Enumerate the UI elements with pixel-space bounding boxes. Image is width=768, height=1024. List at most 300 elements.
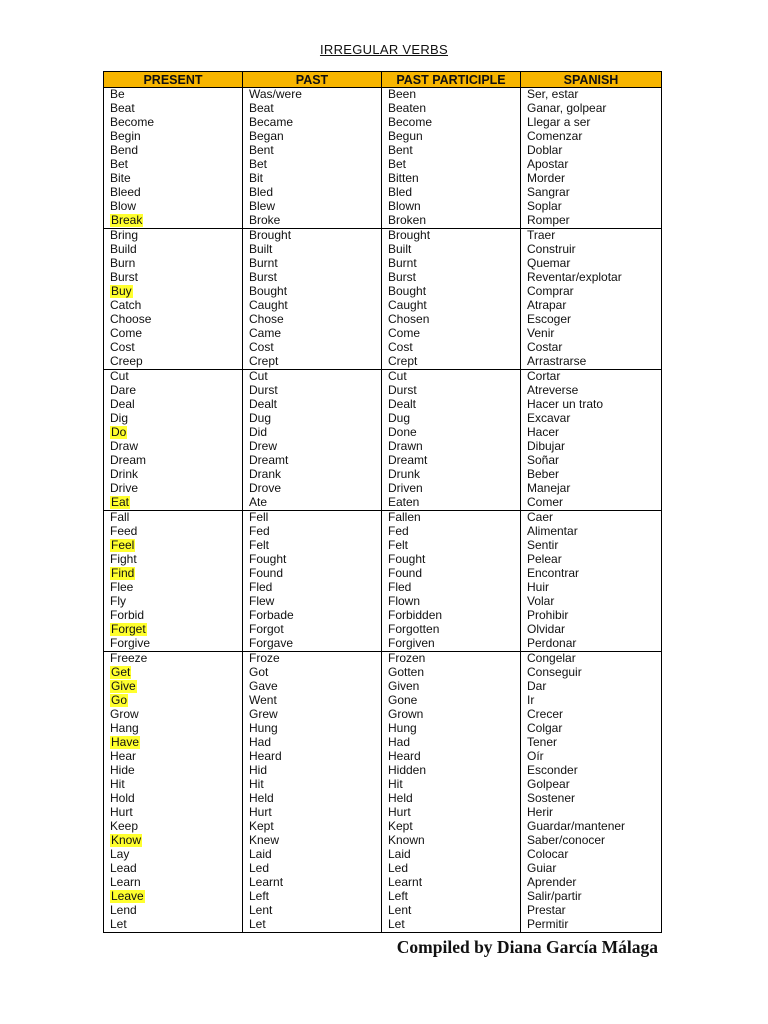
past-participle-cell: Dreamt xyxy=(382,454,521,468)
past-cell: Had xyxy=(243,736,382,750)
spanish-cell: Ganar, golpear xyxy=(521,102,662,116)
present-cell: Be xyxy=(104,88,243,103)
present-cell xyxy=(104,567,243,581)
past-participle-cell: Bet xyxy=(382,158,521,172)
present-cell: Bleed xyxy=(104,186,243,200)
past-cell: Let xyxy=(243,918,382,933)
table-row xyxy=(104,890,662,904)
past-cell: Hurt xyxy=(243,806,382,820)
present-cell xyxy=(104,666,243,680)
spanish-cell: Huir xyxy=(521,581,662,595)
present-cell xyxy=(104,623,243,637)
past-cell: Cost xyxy=(243,341,382,355)
past-participle-cell: Blown xyxy=(382,200,521,214)
present-cell: Bet xyxy=(104,158,243,172)
highlighted-verb: Know xyxy=(111,834,142,848)
present-cell: Hear xyxy=(104,750,243,764)
past-cell: Crept xyxy=(243,355,382,370)
past-participle-cell: Fed xyxy=(382,525,521,539)
past-participle-cell: Beaten xyxy=(382,102,521,116)
present-cell xyxy=(104,834,243,848)
past-participle-cell: Become xyxy=(382,116,521,130)
present-cell: Lend xyxy=(104,904,243,918)
spanish-cell: Olvidar xyxy=(521,623,662,637)
past-participle-cell: Come xyxy=(382,327,521,341)
spanish-cell: Pelear xyxy=(521,553,662,567)
past-participle-cell: Fled xyxy=(382,581,521,595)
past-participle-cell: Cost xyxy=(382,341,521,355)
present-cell: Keep xyxy=(104,820,243,834)
table-row xyxy=(104,384,662,398)
spanish-cell: Guardar/mantener xyxy=(521,820,662,834)
past-cell: Was/were xyxy=(243,88,382,103)
spanish-cell: Doblar xyxy=(521,144,662,158)
past-participle-cell: Caught xyxy=(382,299,521,313)
spanish-cell: Esconder xyxy=(521,764,662,778)
present-cell xyxy=(104,539,243,553)
table-row xyxy=(104,553,662,567)
table-row xyxy=(104,595,662,609)
table-row xyxy=(104,525,662,539)
spanish-cell: Encontrar xyxy=(521,567,662,581)
table-row xyxy=(104,341,662,355)
table-row xyxy=(104,904,662,918)
spanish-cell: Venir xyxy=(521,327,662,341)
past-cell: Got xyxy=(243,666,382,680)
present-cell: Flee xyxy=(104,581,243,595)
past-participle-cell: Hidden xyxy=(382,764,521,778)
present-cell: Fight xyxy=(104,553,243,567)
spanish-cell: Permitir xyxy=(521,918,662,933)
table-row xyxy=(104,609,662,623)
spanish-cell: Sentir xyxy=(521,539,662,553)
past-cell: Forgot xyxy=(243,623,382,637)
past-cell: Learnt xyxy=(243,876,382,890)
past-participle-cell: Brought xyxy=(382,229,521,244)
past-cell: Fled xyxy=(243,581,382,595)
present-cell: Come xyxy=(104,327,243,341)
present-cell: Bend xyxy=(104,144,243,158)
highlighted-verb: Eat xyxy=(111,496,130,510)
table-row xyxy=(104,412,662,426)
table-row xyxy=(104,862,662,876)
past-cell: Burst xyxy=(243,271,382,285)
present-cell: Freeze xyxy=(104,652,243,667)
present-cell: Burn xyxy=(104,257,243,271)
past-participle-cell: Learnt xyxy=(382,876,521,890)
past-cell: Gave xyxy=(243,680,382,694)
present-cell: Become xyxy=(104,116,243,130)
present-cell: Deal xyxy=(104,398,243,412)
past-cell: Froze xyxy=(243,652,382,667)
spanish-cell: Arrastrarse xyxy=(521,355,662,370)
highlighted-verb: Have xyxy=(111,736,140,750)
table-row xyxy=(104,918,662,933)
past-participle-cell: Durst xyxy=(382,384,521,398)
table-row xyxy=(104,243,662,257)
past-cell: Forbade xyxy=(243,609,382,623)
table-row xyxy=(104,398,662,412)
past-participle-cell: Hurt xyxy=(382,806,521,820)
present-cell: Hit xyxy=(104,778,243,792)
table-row xyxy=(104,454,662,468)
present-cell xyxy=(104,680,243,694)
past-participle-cell: Grown xyxy=(382,708,521,722)
table-row xyxy=(104,736,662,750)
table-row xyxy=(104,623,662,637)
past-participle-cell: Dug xyxy=(382,412,521,426)
past-participle-cell: Laid xyxy=(382,848,521,862)
table-row xyxy=(104,214,662,229)
spanish-cell: Guiar xyxy=(521,862,662,876)
spanish-cell: Congelar xyxy=(521,652,662,667)
present-cell: Learn xyxy=(104,876,243,890)
past-cell: Heard xyxy=(243,750,382,764)
present-cell: Choose xyxy=(104,313,243,327)
spanish-cell: Costar xyxy=(521,341,662,355)
spanish-cell: Conseguir xyxy=(521,666,662,680)
past-cell: Drove xyxy=(243,482,382,496)
present-cell: Hang xyxy=(104,722,243,736)
table-row xyxy=(104,778,662,792)
past-cell: Caught xyxy=(243,299,382,313)
spanish-cell: Excavar xyxy=(521,412,662,426)
table-row xyxy=(104,792,662,806)
present-cell: Cost xyxy=(104,341,243,355)
past-cell: Built xyxy=(243,243,382,257)
past-participle-cell: Burnt xyxy=(382,257,521,271)
past-participle-cell: Gotten xyxy=(382,666,521,680)
spanish-cell: Quemar xyxy=(521,257,662,271)
table-row xyxy=(104,722,662,736)
table-row xyxy=(104,750,662,764)
past-cell: Ate xyxy=(243,496,382,511)
past-participle-cell: Kept xyxy=(382,820,521,834)
present-cell xyxy=(104,214,243,229)
table-row xyxy=(104,567,662,581)
spanish-cell: Salir/partir xyxy=(521,890,662,904)
past-participle-cell: Forbidden xyxy=(382,609,521,623)
table-row xyxy=(104,229,662,244)
highlighted-verb: Leave xyxy=(111,890,144,904)
spanish-cell: Herir xyxy=(521,806,662,820)
past-participle-cell: Hung xyxy=(382,722,521,736)
past-participle-cell: Broken xyxy=(382,214,521,229)
spanish-cell: Atrapar xyxy=(521,299,662,313)
spanish-cell: Ser, estar xyxy=(521,88,662,103)
table-body xyxy=(104,88,662,933)
past-cell: Broke xyxy=(243,214,382,229)
table-row xyxy=(104,708,662,722)
spanish-cell: Cortar xyxy=(521,370,662,385)
past-participle-cell: Crept xyxy=(382,355,521,370)
document-title: IRREGULAR VERBS xyxy=(319,42,449,57)
spanish-cell: Dibujar xyxy=(521,440,662,454)
table-row xyxy=(104,666,662,680)
table-row xyxy=(104,848,662,862)
past-participle-cell: Dealt xyxy=(382,398,521,412)
past-participle-cell: Driven xyxy=(382,482,521,496)
spanish-cell: Atreverse xyxy=(521,384,662,398)
past-cell: Chose xyxy=(243,313,382,327)
table-row xyxy=(104,820,662,834)
spanish-cell: Sangrar xyxy=(521,186,662,200)
past-cell: Beat xyxy=(243,102,382,116)
header-spanish: SPANISH xyxy=(521,72,662,88)
present-cell: Dare xyxy=(104,384,243,398)
spanish-cell: Perdonar xyxy=(521,637,662,652)
past-cell: Led xyxy=(243,862,382,876)
spanish-cell: Caer xyxy=(521,511,662,526)
past-participle-cell: Forgiven xyxy=(382,637,521,652)
table-row xyxy=(104,144,662,158)
past-cell: Became xyxy=(243,116,382,130)
past-cell: Dealt xyxy=(243,398,382,412)
past-cell: Went xyxy=(243,694,382,708)
past-cell: Fed xyxy=(243,525,382,539)
table-row xyxy=(104,186,662,200)
past-cell: Dug xyxy=(243,412,382,426)
past-cell: Lent xyxy=(243,904,382,918)
past-participle-cell: Bent xyxy=(382,144,521,158)
spanish-cell: Golpear xyxy=(521,778,662,792)
present-cell: Blow xyxy=(104,200,243,214)
present-cell: Hold xyxy=(104,792,243,806)
table-row xyxy=(104,426,662,440)
table-row xyxy=(104,876,662,890)
past-cell: Bet xyxy=(243,158,382,172)
past-cell: Hid xyxy=(243,764,382,778)
spanish-cell: Reventar/explotar xyxy=(521,271,662,285)
spanish-cell: Colocar xyxy=(521,848,662,862)
table-row xyxy=(104,652,662,667)
present-cell xyxy=(104,890,243,904)
present-cell: Lead xyxy=(104,862,243,876)
past-participle-cell: Bitten xyxy=(382,172,521,186)
past-participle-cell: Drunk xyxy=(382,468,521,482)
table-row xyxy=(104,116,662,130)
past-cell: Hit xyxy=(243,778,382,792)
present-cell xyxy=(104,736,243,750)
spanish-cell: Morder xyxy=(521,172,662,186)
table-row xyxy=(104,88,662,103)
past-cell: Burnt xyxy=(243,257,382,271)
past-cell: Grew xyxy=(243,708,382,722)
spanish-cell: Saber/conocer xyxy=(521,834,662,848)
table-row xyxy=(104,482,662,496)
table-row xyxy=(104,806,662,820)
past-participle-cell: Done xyxy=(382,426,521,440)
table-row xyxy=(104,313,662,327)
spanish-cell: Hacer xyxy=(521,426,662,440)
spanish-cell: Soñar xyxy=(521,454,662,468)
past-cell: Hung xyxy=(243,722,382,736)
present-cell: Dig xyxy=(104,412,243,426)
present-cell: Creep xyxy=(104,355,243,370)
highlighted-verb: Get xyxy=(111,666,131,680)
table-row xyxy=(104,370,662,385)
present-cell: Bite xyxy=(104,172,243,186)
present-cell xyxy=(104,694,243,708)
spanish-cell: Construir xyxy=(521,243,662,257)
table-row xyxy=(104,496,662,511)
present-cell: Grow xyxy=(104,708,243,722)
present-cell: Drink xyxy=(104,468,243,482)
header-present: PRESENT xyxy=(104,72,243,88)
spanish-cell: Comer xyxy=(521,496,662,511)
past-participle-cell: Been xyxy=(382,88,521,103)
past-participle-cell: Heard xyxy=(382,750,521,764)
past-cell: Drew xyxy=(243,440,382,454)
spanish-cell: Llegar a ser xyxy=(521,116,662,130)
past-participle-cell: Lent xyxy=(382,904,521,918)
past-participle-cell: Had xyxy=(382,736,521,750)
table-row xyxy=(104,130,662,144)
past-participle-cell: Left xyxy=(382,890,521,904)
past-participle-cell: Fallen xyxy=(382,511,521,526)
table-row xyxy=(104,637,662,652)
table-row xyxy=(104,271,662,285)
past-participle-cell: Held xyxy=(382,792,521,806)
table-row xyxy=(104,200,662,214)
past-participle-cell: Drawn xyxy=(382,440,521,454)
highlighted-verb: Give xyxy=(111,680,136,694)
past-participle-cell: Frozen xyxy=(382,652,521,667)
past-cell: Bled xyxy=(243,186,382,200)
table-row xyxy=(104,834,662,848)
past-cell: Knew xyxy=(243,834,382,848)
present-cell: Beat xyxy=(104,102,243,116)
highlighted-verb: Break xyxy=(111,214,143,228)
header-past: PAST xyxy=(243,72,382,88)
past-cell: Left xyxy=(243,890,382,904)
past-cell: Cut xyxy=(243,370,382,385)
present-cell: Hide xyxy=(104,764,243,778)
table-row xyxy=(104,327,662,341)
spanish-cell: Sostener xyxy=(521,792,662,806)
present-cell: Cut xyxy=(104,370,243,385)
highlighted-verb: Go xyxy=(111,694,128,708)
past-participle-cell: Fought xyxy=(382,553,521,567)
past-cell: Blew xyxy=(243,200,382,214)
present-cell: Fall xyxy=(104,511,243,526)
highlighted-verb: Find xyxy=(111,567,135,581)
past-cell: Found xyxy=(243,567,382,581)
present-cell: Build xyxy=(104,243,243,257)
table-row xyxy=(104,440,662,454)
spanish-cell: Romper xyxy=(521,214,662,229)
table-row xyxy=(104,764,662,778)
present-cell: Burst xyxy=(104,271,243,285)
past-cell: Bought xyxy=(243,285,382,299)
present-cell: Bring xyxy=(104,229,243,244)
spanish-cell: Soplar xyxy=(521,200,662,214)
spanish-cell: Prestar xyxy=(521,904,662,918)
past-participle-cell: Let xyxy=(382,918,521,933)
past-cell: Bit xyxy=(243,172,382,186)
past-cell: Laid xyxy=(243,848,382,862)
past-cell: Held xyxy=(243,792,382,806)
irregular-verbs-table xyxy=(103,71,662,933)
spanish-cell: Manejar xyxy=(521,482,662,496)
spanish-cell: Alimentar xyxy=(521,525,662,539)
past-cell: Did xyxy=(243,426,382,440)
present-cell: Dream xyxy=(104,454,243,468)
spanish-cell: Apostar xyxy=(521,158,662,172)
present-cell xyxy=(104,426,243,440)
past-participle-cell: Bought xyxy=(382,285,521,299)
past-cell: Came xyxy=(243,327,382,341)
spanish-cell: Aprender xyxy=(521,876,662,890)
past-participle-cell: Bled xyxy=(382,186,521,200)
table-row xyxy=(104,158,662,172)
present-cell: Catch xyxy=(104,299,243,313)
table-header-row xyxy=(104,72,662,88)
past-participle-cell: Begun xyxy=(382,130,521,144)
highlighted-verb: Feel xyxy=(111,539,135,553)
present-cell: Fly xyxy=(104,595,243,609)
past-participle-cell: Felt xyxy=(382,539,521,553)
table-row xyxy=(104,102,662,116)
spanish-cell: Prohibir xyxy=(521,609,662,623)
past-cell: Fell xyxy=(243,511,382,526)
table-row xyxy=(104,539,662,553)
present-cell: Forgive xyxy=(104,637,243,652)
past-cell: Brought xyxy=(243,229,382,244)
past-participle-cell: Given xyxy=(382,680,521,694)
compiled-by-credit: Compiled by Diana García Málaga xyxy=(396,937,658,957)
table-row xyxy=(104,299,662,313)
highlighted-verb: Do xyxy=(111,426,127,440)
spanish-cell: Comenzar xyxy=(521,130,662,144)
past-participle-cell: Found xyxy=(382,567,521,581)
present-cell: Draw xyxy=(104,440,243,454)
past-cell: Felt xyxy=(243,539,382,553)
past-participle-cell: Flown xyxy=(382,595,521,609)
past-cell: Bent xyxy=(243,144,382,158)
present-cell: Hurt xyxy=(104,806,243,820)
spanish-cell: Traer xyxy=(521,229,662,244)
past-participle-cell: Gone xyxy=(382,694,521,708)
present-cell: Forbid xyxy=(104,609,243,623)
present-cell: Lay xyxy=(104,848,243,862)
spanish-cell: Beber xyxy=(521,468,662,482)
spanish-cell: Dar xyxy=(521,680,662,694)
present-cell xyxy=(104,496,243,511)
spanish-cell: Tener xyxy=(521,736,662,750)
past-cell: Flew xyxy=(243,595,382,609)
past-participle-cell: Led xyxy=(382,862,521,876)
table-row xyxy=(104,355,662,370)
spanish-cell: Comprar xyxy=(521,285,662,299)
past-participle-cell: Cut xyxy=(382,370,521,385)
spanish-cell: Hacer un trato xyxy=(521,398,662,412)
table-row xyxy=(104,581,662,595)
spanish-cell: Volar xyxy=(521,595,662,609)
past-cell: Drank xyxy=(243,468,382,482)
past-cell: Forgave xyxy=(243,637,382,652)
past-participle-cell: Known xyxy=(382,834,521,848)
spanish-cell: Crecer xyxy=(521,708,662,722)
table-row xyxy=(104,172,662,186)
past-cell: Durst xyxy=(243,384,382,398)
past-participle-cell: Chosen xyxy=(382,313,521,327)
table-row xyxy=(104,285,662,299)
past-participle-cell: Hit xyxy=(382,778,521,792)
present-cell: Drive xyxy=(104,482,243,496)
table-row xyxy=(104,694,662,708)
table-row xyxy=(104,257,662,271)
